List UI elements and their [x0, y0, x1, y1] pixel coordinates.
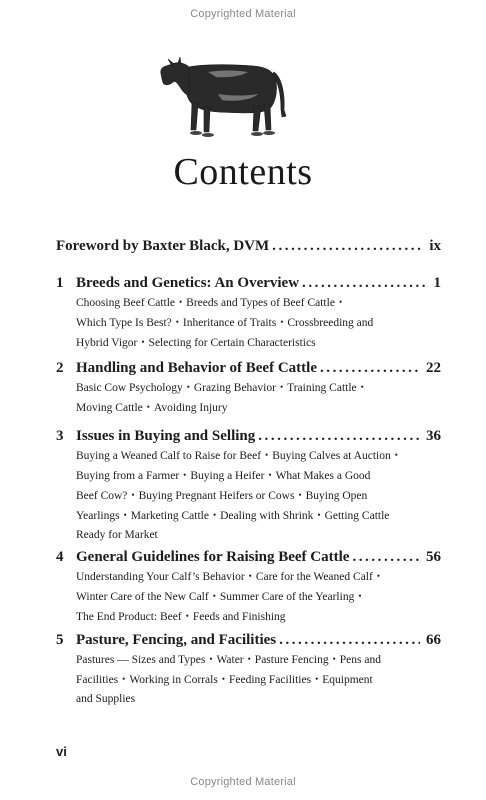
topic-line	[76, 466, 441, 486]
chapter-title: Handling and Behavior of Beef Cattle	[76, 360, 317, 376]
leader-dots	[279, 632, 420, 649]
topic: Feeding Facilities	[229, 674, 312, 686]
topic: Summer Care of the Yearling	[219, 591, 355, 603]
topic: Understanding Your Calf’s Behavior	[76, 571, 245, 583]
topic: Buying a Heifer	[190, 470, 265, 482]
chapter-number: 3	[56, 428, 64, 444]
toc-chapter-1[interactable]	[56, 275, 441, 353]
leader-dots	[272, 238, 423, 255]
topic: Care for the Weaned Calf	[255, 571, 373, 583]
topic-line	[76, 670, 441, 690]
topic-line	[76, 293, 441, 313]
toc-chapter-3[interactable]	[56, 428, 441, 545]
topic: Basic Cow Psychology	[76, 382, 183, 394]
topic: Training Cattle	[287, 382, 357, 394]
bullet-separator: •	[185, 611, 189, 621]
bullet-separator: •	[123, 510, 127, 520]
topic: Selecting for Certain Characteristics	[148, 337, 316, 349]
chapter-title: Pasture, Fencing, and Facilities	[76, 632, 277, 648]
bullet-separator: •	[317, 510, 321, 520]
topic: Pens and	[339, 654, 381, 666]
chapter-topics	[76, 650, 441, 709]
topic: Buying Calves at Auction	[272, 450, 391, 462]
topic: Hybrid Vigor	[76, 337, 138, 349]
topic: Buying Pregnant Heifers or Cows	[138, 490, 295, 502]
bullet-separator: •	[146, 402, 150, 412]
page-title: Contents	[173, 151, 313, 193]
topic-line	[76, 333, 441, 353]
topic: The End Product: Beef	[76, 611, 182, 623]
topic: Marketing Cattle	[130, 510, 209, 522]
bullet-separator: •	[247, 654, 251, 664]
bullet-separator: •	[248, 571, 252, 581]
watermark-bottom: Copyrighted Material	[190, 776, 296, 788]
topic: Grazing Behavior	[193, 382, 276, 394]
bullet-separator: •	[338, 297, 343, 307]
chapter-title: General Guidelines for Raising Beef Cattle	[76, 549, 350, 565]
bullet-separator: •	[209, 654, 213, 664]
bullet-separator: •	[221, 674, 225, 684]
chapter-topics	[76, 446, 441, 545]
bullet-separator: •	[265, 450, 269, 460]
page-number: vi	[56, 744, 67, 759]
chapter-number: 5	[56, 632, 64, 648]
topic-line	[76, 587, 441, 607]
topic: Choosing Beef Cattle	[76, 297, 176, 309]
bullet-separator: •	[179, 297, 183, 307]
topic: Buying from a Farmer	[76, 470, 180, 482]
bullet-separator: •	[122, 674, 126, 684]
bullet-separator: •	[332, 654, 336, 664]
topic: Buying a Weaned Calf to Raise for Beef	[76, 450, 262, 462]
bullet-separator: •	[376, 571, 380, 581]
topic-line	[76, 526, 441, 545]
bullet-separator: •	[360, 382, 364, 392]
bullet-separator: •	[280, 317, 284, 327]
chapter-page: 56	[426, 549, 441, 565]
bullet-separator: •	[186, 382, 190, 392]
bullet-separator: •	[183, 470, 187, 480]
bullet-separator: •	[212, 510, 217, 520]
bullet-separator: •	[315, 674, 319, 684]
topic: Working in Corrals	[129, 674, 218, 686]
topic-line	[76, 567, 441, 587]
topic: Water	[216, 654, 244, 666]
foreword-page: ix	[429, 238, 441, 254]
bullet-separator: •	[298, 490, 302, 500]
chapter-topics	[76, 567, 441, 627]
topic-line	[76, 446, 441, 466]
cow-illustration	[158, 50, 292, 144]
bullet-separator: •	[131, 490, 135, 500]
toc-chapter-5[interactable]	[56, 632, 441, 709]
topic-line	[76, 650, 441, 670]
bullet-separator: •	[141, 337, 145, 347]
topic: Ready for Market	[76, 529, 158, 541]
leader-dots	[320, 360, 420, 377]
topic-line	[76, 506, 441, 526]
topic: Crossbreeding and	[287, 317, 374, 329]
topic-line	[76, 313, 441, 333]
topic-line	[76, 486, 441, 506]
bullet-separator: •	[394, 450, 398, 460]
leader-dots	[352, 549, 420, 566]
chapter-number: 4	[56, 549, 64, 565]
chapter-title: Issues in Buying and Selling	[76, 428, 256, 444]
bullet-separator: •	[358, 591, 362, 601]
topic: Getting Cattle	[324, 510, 390, 522]
chapter-number: 1	[56, 275, 64, 291]
chapter-topics	[76, 378, 441, 418]
toc-foreword[interactable]	[56, 238, 441, 255]
watermark-top: Copyrighted Material	[190, 8, 296, 20]
topic: Avoiding Injury	[153, 402, 228, 414]
bullet-separator: •	[212, 591, 216, 601]
topic: Feeds and Finishing	[192, 611, 286, 623]
chapter-page: 66	[426, 632, 441, 648]
topic: What Makes a Good	[275, 470, 371, 482]
chapter-page: 22	[426, 360, 441, 376]
topic: Facilities	[76, 674, 119, 686]
topic-line	[76, 398, 441, 418]
leader-dots	[258, 428, 420, 445]
toc-chapter-2[interactable]	[56, 360, 441, 418]
topic: Breeds and Types of Beef Cattle	[186, 297, 335, 309]
topic: Beef Cow?	[76, 490, 128, 502]
chapter-title: Breeds and Genetics: An Overview	[76, 275, 300, 291]
topic-line	[76, 690, 441, 709]
chapter-page: 1	[433, 275, 441, 291]
chapter-topics	[76, 293, 441, 353]
topic: Moving Cattle	[76, 402, 143, 414]
topic: and Supplies	[76, 693, 136, 705]
topic: Winter Care of the New Calf	[76, 591, 209, 603]
topic-line	[76, 378, 441, 398]
chapter-page: 36	[426, 428, 441, 444]
chapter-number: 2	[56, 360, 64, 376]
topic: Dealing with Shrink	[220, 510, 314, 522]
topic: Inheritance of Traits	[182, 317, 277, 329]
topic: Buying Open	[305, 490, 368, 502]
bullet-separator: •	[175, 317, 179, 327]
topic: Which Type Is Best?	[76, 317, 172, 329]
topic-line	[76, 607, 441, 627]
toc-chapter-4[interactable]	[56, 549, 441, 627]
bullet-separator: •	[268, 470, 272, 480]
topic: Yearlings	[76, 510, 120, 522]
topic: Pasture Fencing	[254, 654, 329, 666]
leader-dots	[302, 275, 427, 292]
foreword-label: Foreword by Baxter Black, DVM	[56, 238, 270, 254]
bullet-separator: •	[279, 382, 284, 392]
topic: Pastures — Sizes and Types	[76, 654, 206, 666]
topic: Equipment	[322, 674, 373, 686]
